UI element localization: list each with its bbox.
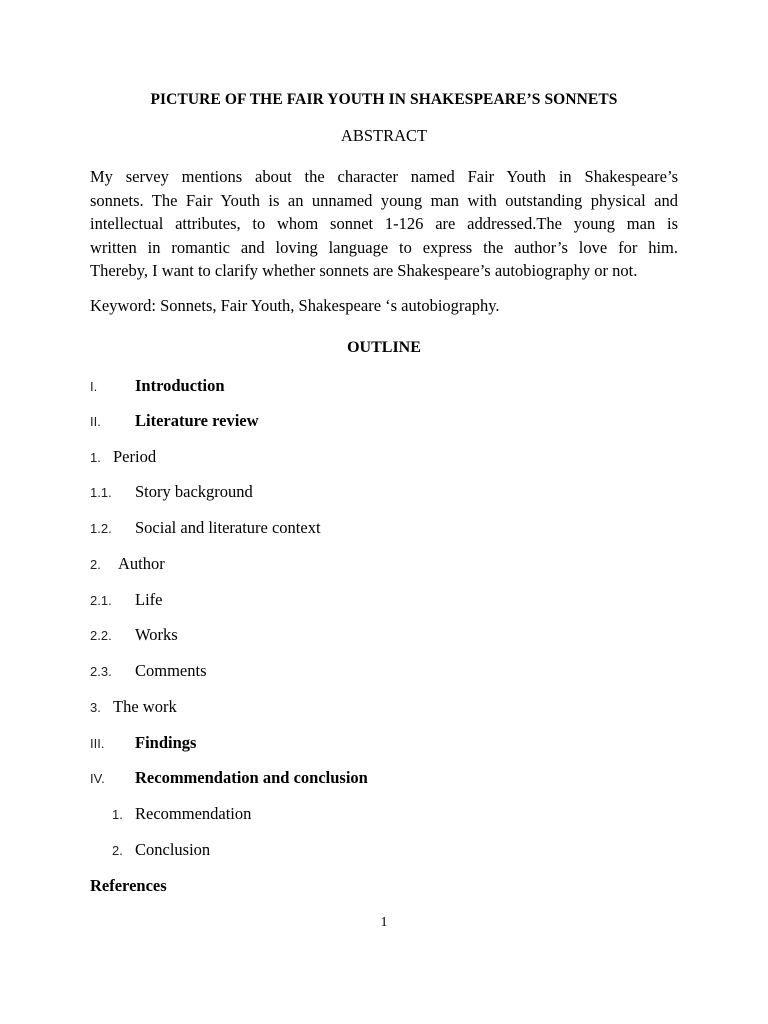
outline-number: 1.2. (90, 521, 112, 536)
outline-number: 3. (90, 700, 101, 715)
outline-item-works: Works (135, 625, 178, 644)
references-heading: References (90, 876, 167, 895)
abstract-paragraph (90, 165, 678, 283)
outline-number: II. (90, 414, 101, 429)
abstract-heading: ABSTRACT (340, 126, 428, 145)
outline-number: 1. (112, 807, 123, 822)
outline-number: 2.3. (90, 664, 112, 679)
outline-item-social-literature-context: Social and literature context (135, 518, 321, 537)
outline-item-author: Author (118, 554, 165, 573)
outline-number: 2.2. (90, 628, 112, 643)
outline-number: I. (90, 379, 98, 394)
outline-number: 1. (90, 450, 101, 465)
outline-item-life: Life (135, 590, 163, 609)
abstract-line: written in romantic and loving language to express the author’s love for him. (90, 237, 678, 257)
outline-item-comments: Comments (135, 661, 207, 680)
outline-item-conclusion: Conclusion (135, 840, 211, 859)
abstract-line: Thereby, I want to clarify whether sonnets are Shakespeare’s autobiography or not. (90, 261, 638, 281)
outline-item-recommendation-conclusion: Recommendation and conclusion (135, 768, 368, 787)
outline-number: 2. (112, 843, 123, 858)
page-number: 1 (380, 915, 388, 930)
abstract-line: intellectual attributes, to whom sonnet 1-126 are addressed.The young man is (90, 214, 678, 234)
abstract-line: My servey mentions about the character named Fair Youth in Shakespeare’s (90, 167, 678, 186)
abstract-line: sonnets. The Fair Youth is an unnamed young man with outstanding physical and (90, 190, 678, 210)
outline-number: III. (90, 736, 105, 751)
outline-item-the-work: The work (113, 697, 177, 716)
outline-heading: OUTLINE (347, 339, 421, 356)
outline-number: 1.1. (90, 485, 112, 500)
outline-item-story-background: Story background (135, 482, 253, 501)
outline-number: 2. (90, 557, 101, 572)
outline-number: IV. (90, 771, 105, 786)
outline-item-findings: Findings (135, 733, 197, 752)
document-title: PICTURE OF THE FAIR YOUTH IN SHAKESPEARE’S SONNETS (150, 91, 618, 108)
outline-number: 2.1. (90, 593, 112, 608)
outline-item-recommendation: Recommendation (135, 804, 252, 823)
outline-item-period: Period (113, 447, 157, 466)
keyword-line: Keyword: Sonnets, Fair Youth, Shakespeare ‘s autobiography. (90, 296, 500, 315)
outline-item-introduction: Introduction (135, 376, 225, 395)
outline-item-literature-review: Literature review (135, 411, 259, 430)
